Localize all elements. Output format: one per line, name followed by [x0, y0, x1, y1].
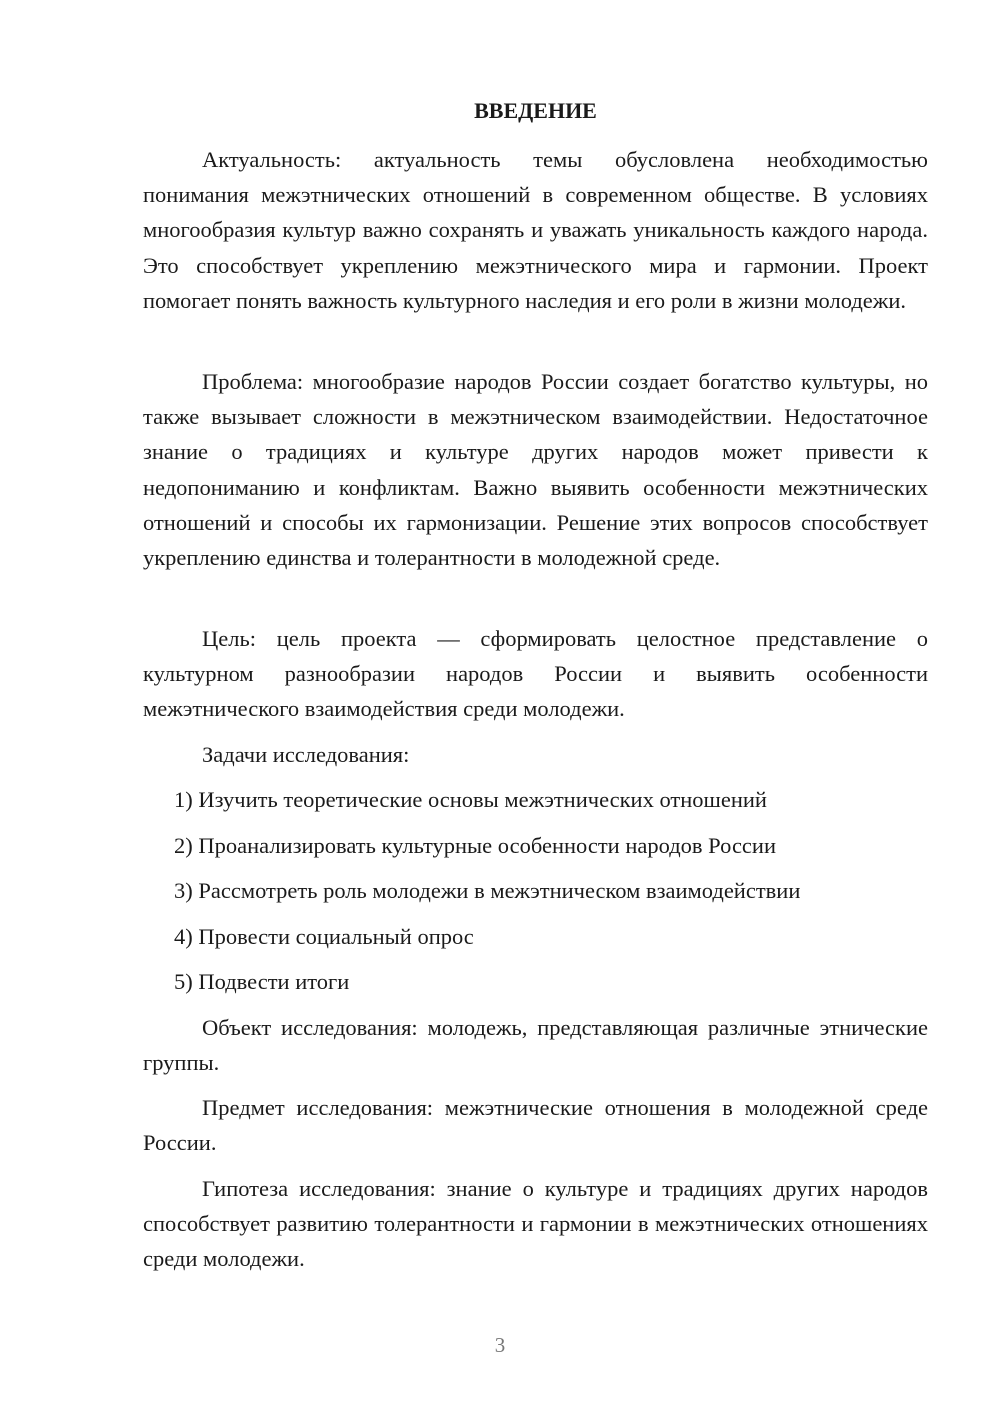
paragraph-goal: Цель: цель проекта — сформировать целостное представление о культурном разнообразии народов России и выявить особенности межэтнического взаимодействия среди молодежи.	[143, 626, 928, 722]
paragraph-hypothesis: Гипотеза исследования: знание о культуре и традициях других народов способствует развитию толерантности и гармонии в межэтнических отношениях среди молодежи.	[143, 1176, 928, 1272]
list-item: 1) Изучить теоретические основы межэтнических отношений	[174, 787, 767, 812]
page-title: ВВЕДЕНИЕ	[474, 98, 597, 123]
paragraph-problem: Проблема: многообразие народов России создает богатство культуры, но также вызывает сложности в межэтническом взаимодействии. Недостаточное знание о традициях и культуре других народов может привести к недопониманию и конфликтам. Важно выявить особенности межэтнических отношений и способы их гармонизации. Решение этих вопросов способствует укреплению единства и толерантности в молодежной среде.	[143, 369, 928, 571]
list-item: 5) Подвести итоги	[174, 969, 350, 994]
list-item: 3) Рассмотреть роль молодежи в межэтническом взаимодействии	[174, 878, 801, 903]
list-item: 2) Проанализировать культурные особенности народов России	[174, 833, 776, 858]
list-item: 4) Провести социальный опрос	[174, 924, 474, 949]
paragraph-relevance: Актуальность: актуальность темы обусловлена необходимостью понимания межэтнических отношений в современном обществе. В условиях многообразия культур важно сохранять и уважать уникальность каждого народа. Это способствует укреплению межэтнического мира и гармонии. Проект помогает понять важность культурного наследия и его роли в жизни молодежи.	[143, 147, 928, 313]
tasks-heading: Задачи исследования:	[202, 742, 410, 767]
page-number: 3	[494, 1333, 506, 1357]
paragraph-subject: Предмет исследования: межэтнические отношения в молодежной среде России.	[143, 1095, 928, 1156]
paragraph-object: Объект исследования: молодежь, представляющая различные этнические группы.	[143, 1015, 928, 1076]
